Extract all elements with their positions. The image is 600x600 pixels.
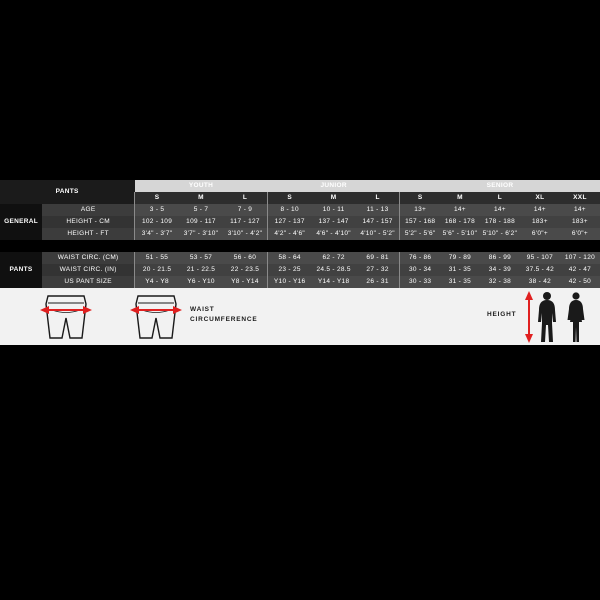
page-title: PANTS: [0, 180, 135, 204]
cell: 3'10" - 4'2": [223, 228, 267, 240]
cell: 147 - 157: [356, 216, 400, 228]
cell: 51 - 55: [135, 252, 179, 264]
cell: 27 - 32: [356, 264, 400, 276]
size-senior-l: L: [480, 192, 520, 204]
pants-figure-right-icon: [128, 292, 184, 342]
cell: 24.5 - 28.5: [312, 264, 356, 276]
cell: 30 - 34: [400, 264, 440, 276]
cell: 11 - 13: [356, 204, 400, 216]
pants-size-chart: [0, 180, 600, 346]
cell: 5'10" - 6'2": [480, 228, 520, 240]
category-label-general: GENERAL: [0, 204, 42, 240]
cell: 5'6" - 5'10": [440, 228, 480, 240]
cell: 10 - 11: [312, 204, 356, 216]
cell: 117 - 127: [223, 216, 267, 228]
cell: 109 - 117: [179, 216, 223, 228]
cell: 102 - 109: [135, 216, 179, 228]
cell: 95 - 107: [520, 252, 560, 264]
top-background: [0, 0, 600, 180]
cell: 20 - 21.5: [135, 264, 179, 276]
cell: 56 - 60: [223, 252, 267, 264]
cell: 7 - 9: [223, 204, 267, 216]
size-chart-table: [0, 180, 600, 288]
cell: 4'6" - 4'10": [312, 228, 356, 240]
male-silhouette-icon: [534, 291, 560, 343]
table-row: [0, 228, 600, 240]
size-junior-s: S: [267, 192, 311, 204]
cell: 14+: [560, 204, 600, 216]
cell: 5'2" - 5'6": [400, 228, 440, 240]
cell: 6'0"+: [520, 228, 560, 240]
group-header-senior: SENIOR: [400, 180, 600, 192]
cell: 79 - 89: [440, 252, 480, 264]
cell: 69 - 81: [356, 252, 400, 264]
size-youth-s: S: [135, 192, 179, 204]
waist-arrow-right-icon: [130, 304, 182, 316]
cell: 21 - 22.5: [179, 264, 223, 276]
cell: Y8 - Y14: [223, 276, 267, 288]
cell: 183+: [560, 216, 600, 228]
cell: 23 - 25: [267, 264, 311, 276]
row-label-us-pant-size: US PANT SIZE: [42, 276, 135, 288]
cell: 4'10" - 5'2": [356, 228, 400, 240]
size-youth-m: M: [179, 192, 223, 204]
cell: Y10 - Y16: [267, 276, 311, 288]
cell: 13+: [400, 204, 440, 216]
cell: 3'4" - 3'7": [135, 228, 179, 240]
cell: 32 - 38: [480, 276, 520, 288]
cell: 183+: [520, 216, 560, 228]
pants-figure-left-icon: [38, 292, 94, 342]
table-row: [0, 204, 600, 216]
group-header-row: [0, 180, 600, 192]
cell: 14+: [520, 204, 560, 216]
cell: 5 - 7: [179, 204, 223, 216]
size-junior-l: L: [356, 192, 400, 204]
size-youth-l: L: [223, 192, 267, 204]
height-arrow-icon: [524, 291, 534, 343]
cell: 14+: [480, 204, 520, 216]
waist-arrow-left-icon: [40, 304, 92, 316]
cell: 8 - 10: [267, 204, 311, 216]
row-label-waist-in: WAIST CIRC. (IN): [42, 264, 135, 276]
cell: 58 - 64: [267, 252, 311, 264]
table-row: [0, 216, 600, 228]
female-silhouette-icon: [564, 291, 588, 343]
cell: 38 - 42: [520, 276, 560, 288]
row-label-height-cm: HEIGHT - CM: [42, 216, 135, 228]
category-label-pants: PANTS: [0, 252, 42, 288]
size-senior-xl: XL: [520, 192, 560, 204]
height-label: HEIGHT: [487, 311, 517, 318]
size-junior-m: M: [312, 192, 356, 204]
cell: 26 - 31: [356, 276, 400, 288]
waist-label-line1: WAIST: [190, 306, 215, 313]
bottom-background: [0, 345, 600, 600]
table-row: [0, 264, 600, 276]
waist-label-line2: CIRCUMFERENCE: [190, 316, 258, 323]
cell: Y6 - Y10: [179, 276, 223, 288]
cell: 42 - 47: [560, 264, 600, 276]
cell: 3'7" - 3'10": [179, 228, 223, 240]
row-label-height-ft: HEIGHT - FT: [42, 228, 135, 240]
row-label-age: AGE: [42, 204, 135, 216]
cell: 4'2" - 4'6": [267, 228, 311, 240]
cell: 86 - 99: [480, 252, 520, 264]
cell: 42 - 50: [560, 276, 600, 288]
cell: 30 - 33: [400, 276, 440, 288]
cell: 62 - 72: [312, 252, 356, 264]
cell: 3 - 5: [135, 204, 179, 216]
cell: Y14 - Y18: [312, 276, 356, 288]
row-label-waist-cm: WAIST CIRC. (CM): [42, 252, 135, 264]
cell: 76 - 86: [400, 252, 440, 264]
cell: 31 - 35: [440, 276, 480, 288]
row-spacer: [0, 240, 600, 252]
cell: 107 - 120: [560, 252, 600, 264]
cell: 34 - 39: [480, 264, 520, 276]
cell: 31 - 35: [440, 264, 480, 276]
cell: 178 - 188: [480, 216, 520, 228]
size-senior-m: M: [440, 192, 480, 204]
cell: 168 - 178: [440, 216, 480, 228]
cell: 53 - 57: [179, 252, 223, 264]
cell: 137 - 147: [312, 216, 356, 228]
size-senior-xxl: XXL: [560, 192, 600, 204]
measurement-illustration: [0, 288, 600, 346]
cell: 6'0"+: [560, 228, 600, 240]
cell: 14+: [440, 204, 480, 216]
cell: 22 - 23.5: [223, 264, 267, 276]
cell: Y4 - Y8: [135, 276, 179, 288]
table-row: [0, 252, 600, 264]
cell: 157 - 168: [400, 216, 440, 228]
table-row: [0, 276, 600, 288]
group-header-youth: YOUTH: [135, 180, 268, 192]
cell: 127 - 137: [267, 216, 311, 228]
size-senior-s: S: [400, 192, 440, 204]
cell: 37.5 - 42: [520, 264, 560, 276]
group-header-junior: JUNIOR: [267, 180, 400, 192]
